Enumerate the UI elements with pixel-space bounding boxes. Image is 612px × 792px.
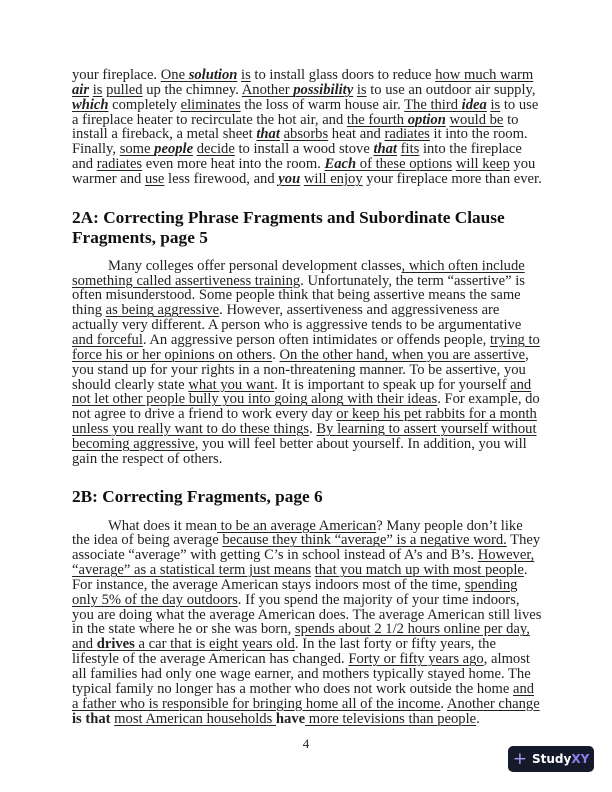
text-segment: or keep his pet rabbits for a month	[336, 406, 537, 423]
text-segment: and a father who is responsible for bringing home all of the income	[72, 680, 535, 712]
text-segment: up the chimney.	[142, 81, 242, 98]
text-segment: decide	[196, 141, 235, 158]
text-segment: you	[278, 170, 301, 187]
text-segment: heat and	[328, 126, 385, 143]
text-segment: . An aggressive person often intimidates or offends people,	[142, 331, 490, 348]
section-heading-2b: 2B: Correcting Fragments, page 6	[72, 486, 323, 506]
text-segment: drives	[96, 636, 135, 653]
text-segment: and	[72, 636, 97, 653]
text-segment: and forceful	[72, 331, 143, 348]
text-segment: of these options	[356, 156, 453, 173]
text-segment: is	[356, 81, 367, 98]
badge-label-accent: XY	[571, 752, 590, 766]
text-segment: Another change	[446, 695, 540, 712]
text-segment: On the other hand, when you are assertive	[279, 346, 526, 363]
text-segment: , you stand up for your rights in a non-threatening manner. To be assertive, you should clearly state	[72, 346, 529, 393]
text-segment: to be an average American	[217, 517, 377, 534]
text-segment: is that	[72, 710, 111, 727]
text-segment: what you want	[188, 376, 275, 393]
text-segment: , you will feel better about yourself. In addition, you will gain the respect of others.	[72, 435, 527, 467]
text-segment: . However, assertiveness and aggressiveness are actually very different. A person who is aggressive tends to be argumentative	[72, 302, 522, 334]
text-segment: most American households	[114, 710, 276, 727]
text-segment: However, “average” as a statistical term just means	[72, 547, 535, 579]
text-segment: is	[92, 81, 103, 98]
text-segment: even more heat into the room.	[142, 156, 325, 173]
text-segment: radiates	[96, 156, 143, 173]
text-segment: how much warm	[435, 67, 534, 83]
page-number: 4	[302, 736, 310, 752]
text-segment: . It is important to speak up for yourself	[274, 376, 511, 393]
text-segment: possibility	[293, 81, 354, 98]
text-segment: more televisions than people	[305, 710, 477, 727]
text-segment: Each	[324, 156, 357, 173]
text-segment: One	[160, 67, 189, 83]
text-segment: have	[275, 710, 306, 727]
text-segment: to install a wood stove	[234, 141, 374, 158]
text-segment: some	[119, 141, 155, 158]
text-segment: and not let other people bully you into going along with their ideas	[72, 376, 532, 408]
text-segment: is	[241, 67, 251, 83]
text-segment: unless you really want to do these things	[72, 421, 310, 438]
text-segment: your fireplace.	[72, 67, 161, 83]
text-segment: less firewood, and	[164, 170, 279, 187]
text-segment: use	[144, 170, 165, 187]
text-segment: you warmer and	[72, 156, 536, 187]
text-segment: the fourth	[346, 111, 408, 128]
text-segment: . If you spend the majority of your time indoors, you are doing what the average American does. The average American still lives in the state where he or she was born,	[72, 591, 542, 638]
section-heading-2a: 2A: Correcting Phrase Fragments and Subordinate Clause Fragments, page 5	[72, 207, 505, 247]
text-segment: eliminates	[180, 96, 241, 113]
text-segment: to install a fireback, a metal sheet	[72, 111, 519, 143]
document-page	[72, 0, 544, 752]
text-segment: to use a fireplace heater to recirculate the hot air, and	[72, 96, 539, 128]
paragraph-average-american	[72, 519, 544, 727]
text-segment: idea	[461, 96, 487, 113]
text-segment: people	[154, 141, 194, 158]
text-segment: a car that is eight years old	[134, 636, 295, 653]
text-segment: because they think “average” is a negative word.	[222, 532, 507, 549]
paragraph-assertiveness	[72, 259, 544, 467]
text-segment: absorbs	[283, 126, 329, 143]
text-segment: that you match up with most people	[314, 562, 524, 579]
studyxy-badge[interactable]	[508, 746, 594, 772]
text-segment: Many colleges offer personal development classes	[108, 257, 402, 274]
text-segment: pulled	[106, 81, 143, 98]
text-segment: as being aggressive	[105, 302, 220, 319]
text-segment: to use an outdoor air supply,	[366, 81, 536, 98]
text-segment: The third	[404, 96, 462, 113]
text-segment: would be	[449, 111, 504, 128]
text-segment: air	[72, 81, 90, 98]
text-segment: completely	[108, 96, 181, 113]
text-segment: will enjoy	[303, 170, 363, 187]
text-segment: Forty or fifty years ago	[348, 651, 484, 668]
text-segment: .	[309, 421, 317, 438]
text-segment: ? Many people don’t like the idea of being average	[72, 517, 523, 549]
text-segment: will keep	[455, 156, 510, 173]
text-segment: that	[373, 141, 397, 158]
text-segment: What does it mean	[108, 517, 218, 534]
text-segment: . Unfortunately, the term “assertive” is often misunderstood. Some people think that being assertive means the same thing	[72, 272, 525, 319]
text-segment: trying to force his or her opinions on others	[72, 331, 540, 363]
paragraph-fireplace	[72, 68, 544, 187]
text-segment: . For example, do not agree to drive a friend to work every day	[72, 391, 540, 423]
text-segment: By learning to assert yourself without becoming aggressive	[72, 421, 537, 452]
text-segment: radiates	[384, 126, 430, 143]
text-segment: Another	[241, 81, 294, 98]
text-segment: , which often include something called assertiveness training	[72, 257, 525, 289]
text-segment: solution	[188, 67, 238, 83]
text-segment: is	[490, 96, 501, 113]
text-segment: your fireplace more than ever.	[362, 170, 542, 187]
text-segment: fits	[400, 141, 420, 158]
text-segment: which	[72, 96, 109, 113]
text-segment: . In the last forty or fifty years, the lifestyle of the average American has changed.	[72, 636, 496, 668]
text-segment: option	[407, 111, 446, 128]
text-segment: that	[256, 126, 280, 143]
text-segment: .	[440, 695, 447, 712]
text-segment: to install glass doors to reduce	[250, 67, 436, 83]
text-segment: , almost all families had only one wage earner, and mothers typically stayed home. The typical family no longer has a mother who does not work outside the home	[72, 651, 531, 697]
text-segment: it into the room. Finally,	[72, 126, 528, 158]
text-segment: the loss of warm house air.	[240, 96, 405, 113]
text-segment: . For instance, the average American stays indoors most of the time,	[72, 562, 528, 593]
plus-icon: +	[512, 748, 527, 769]
text-segment: .	[476, 710, 480, 727]
badge-label	[532, 752, 589, 766]
text-segment: .	[272, 346, 280, 363]
text-segment: spending only 5% of the day outdoors	[72, 576, 518, 608]
text-segment: They associate “average” with getting C’s in school instead of A’s and B’s.	[72, 532, 541, 564]
text-segment: into the fireplace and	[72, 141, 522, 173]
text-segment: spends about 2 1/2 hours online per day,	[294, 621, 530, 638]
badge-label-main: Study	[531, 752, 572, 766]
